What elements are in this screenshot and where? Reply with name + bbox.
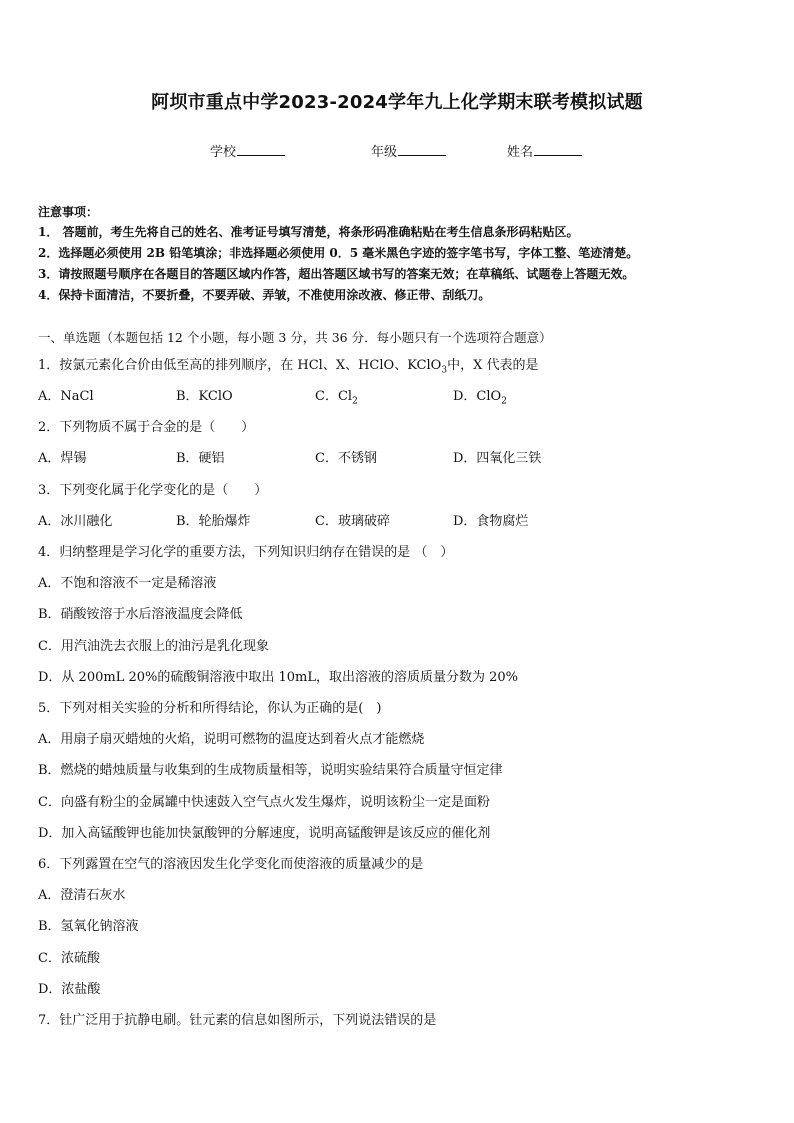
question-1	[38, 354, 538, 376]
option-d[interactable]: D．浓盐酸	[38, 982, 101, 997]
question-1-stem-post: 中，X 代表的是	[447, 358, 539, 373]
option-a[interactable]: A．不饱和溶液不一定是稀溶液	[38, 576, 217, 591]
question-3: 3．下列变化属于化学变化的是（ ）	[38, 483, 268, 498]
name-blank[interactable]	[534, 143, 582, 156]
question-4: 4．归纳整理是学习化学的重要方法，下列知识归纳存在错误的是 （ ）	[38, 545, 454, 560]
option-a[interactable]: A．澄清石灰水	[38, 888, 126, 903]
question-1-stem-pre: 1．按氯元素化合价由低至高的排列顺序，在 HCl、X、HClO、KClO	[38, 358, 442, 373]
notice-item: 2．选择题必须使用 2B 铅笔填涂；非选择题必须使用 0．5 毫米黑色字迹的签字笔书写，字体工整、笔迹清楚。	[38, 246, 639, 260]
option-b[interactable]: B．硬铝	[176, 451, 225, 466]
page-title: 阿坝市重点中学2023-2024学年九上化学期末联考模拟试题	[151, 92, 643, 113]
grade-field	[371, 141, 446, 160]
option-c[interactable]	[315, 385, 358, 407]
option-b[interactable]: B．氢氧化钠溶液	[38, 919, 139, 934]
question-6: 6．下列露置在空气的溶液因发生化学变化而使溶液的质量减少的是	[38, 857, 424, 872]
grade-label: 年级	[371, 145, 398, 160]
notice-item: 3．请按照题号顺序在各题目的答题区域内作答，超出答题区域书写的答案无效；在草稿纸、试题卷上答题无效。	[38, 267, 635, 281]
question-5: 5．下列对相关实验的分析和所得结论，你认为正确的是( )	[38, 701, 382, 716]
option-d[interactable]: D．四氧化三铁	[453, 451, 542, 466]
option-b[interactable]: B．燃烧的蜡烛质量与收集到的生成物质量相等，说明实验结果符合质量守恒定律	[38, 763, 503, 778]
option-c[interactable]: C．玻璃破碎	[315, 514, 390, 529]
name-label: 姓名	[507, 145, 534, 160]
option-d-sub: 2	[501, 396, 507, 407]
option-b[interactable]: B．轮胎爆炸	[176, 514, 251, 529]
school-blank[interactable]	[237, 143, 285, 156]
option-c-sub: 2	[352, 396, 358, 407]
question-7: 7．钍广泛用于抗静电刷。钍元素的信息如图所示，下列说法错误的是	[38, 1013, 437, 1028]
option-c[interactable]: C．向盛有粉尘的金属罐中快速鼓入空气点火发生爆炸，说明该粉尘一定是面粉	[38, 795, 490, 810]
option-c-text: C．Cl	[315, 389, 353, 404]
option-d-text: D．ClO	[453, 389, 502, 404]
option-d[interactable]: D．加入高锰酸钾也能加快氯酸钾的分解速度，说明高锰酸钾是该反应的催化剂	[38, 826, 491, 841]
option-c[interactable]: C．用汽油洗去衣服上的油污是乳化现象	[38, 639, 269, 654]
option-d[interactable]: D．食物腐烂	[453, 514, 529, 529]
school-field	[210, 141, 285, 160]
option-a[interactable]: A．冰川融化	[38, 514, 113, 529]
question-1-stem-sub: 3	[441, 365, 448, 376]
option-a[interactable]: A．NaCl	[38, 389, 94, 404]
school-label: 学校	[210, 145, 237, 160]
option-d[interactable]	[453, 385, 507, 407]
notice-item: 1． 答题前，考生先将自己的姓名、准考证号填写清楚，将条形码准确粘贴在考生信息条形码粘贴区。	[38, 225, 579, 239]
grade-blank[interactable]	[398, 143, 446, 156]
question-2: 2．下列物质不属于合金的是（ ）	[38, 420, 255, 435]
option-c[interactable]: C．浓硫酸	[38, 951, 100, 966]
option-a[interactable]: A．用扇子扇灭蜡烛的火焰，说明可燃物的温度达到着火点才能燃烧	[38, 732, 425, 747]
option-d[interactable]: D．从 200mL 20%的硫酸铜溶液中取出 10mL，取出溶液的溶质质量分数为 20%	[38, 670, 519, 685]
option-b[interactable]: B．KClO	[176, 389, 233, 404]
option-a[interactable]: A．焊锡	[38, 451, 87, 466]
notice-heading: 注意事项：	[38, 205, 99, 219]
option-c[interactable]: C．不锈钢	[315, 451, 377, 466]
name-field	[507, 141, 582, 160]
option-b[interactable]: B．硝酸铵溶于水后溶液温度会降低	[38, 607, 243, 622]
section-heading: 一、单选题（本题包括 12 个小题，每小题 3 分，共 36 分．每小题只有一个选项符合题意）	[38, 330, 552, 345]
notice-item: 4．保持卡面清洁，不要折叠，不要弄破、弄皱，不准使用涂改液、修正带、刮纸刀。	[38, 288, 491, 302]
